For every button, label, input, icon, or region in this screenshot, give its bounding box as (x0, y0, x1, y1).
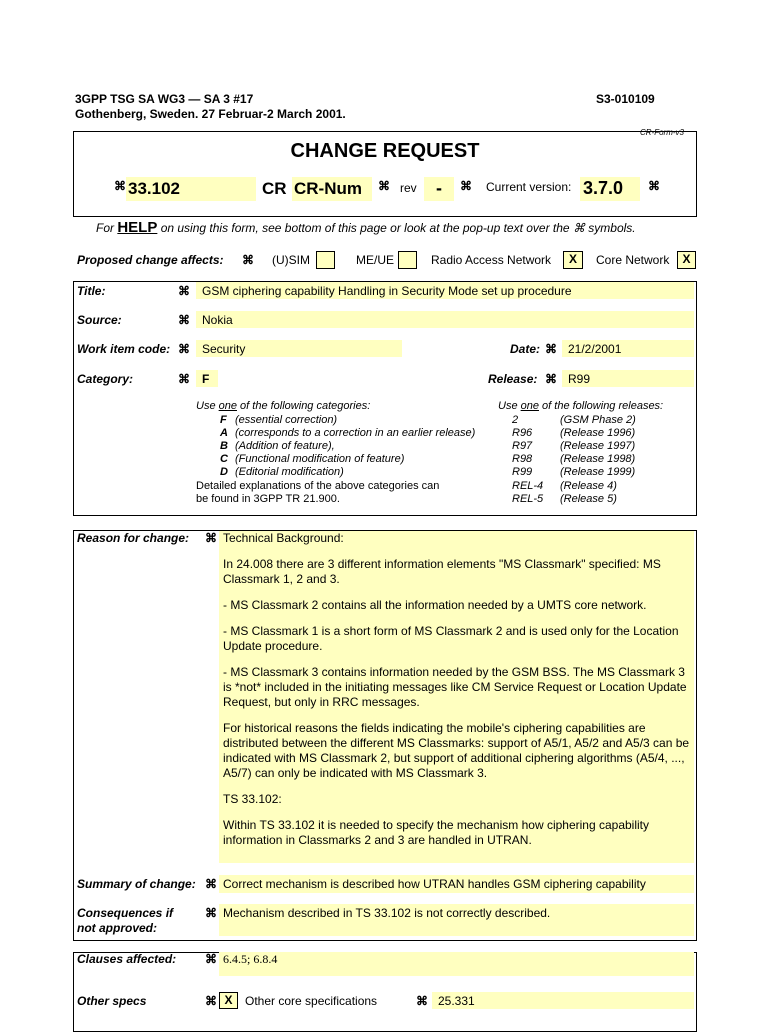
help-link[interactable]: HELP (117, 219, 158, 236)
consequences-value: Mechanism described in TS 33.102 is not correctly described. (223, 906, 551, 920)
category-label: Category: (77, 372, 134, 386)
reason-paragraph: - MS Classmark 2 contains all the information needed by a UMTS core network. (223, 598, 647, 612)
release-desc: (GSM Phase 2) (560, 414, 636, 426)
command-icon: ⌘ (545, 372, 557, 386)
source-value: Nokia (202, 313, 233, 327)
meeting-location: Gothenberg, Sweden. 27 Februar-2 March 2001. (75, 107, 346, 121)
work-item-label: Work item code: (77, 342, 171, 356)
releases-intro: Use one of the following releases: (498, 400, 664, 412)
usim-label: (U)SIM (272, 253, 310, 267)
affects-label: Proposed change affects: (77, 253, 224, 267)
command-icon: ⌘ (378, 179, 390, 193)
release-code: REL-4 (512, 480, 544, 492)
page-title: CHANGE REQUEST (290, 140, 480, 162)
category-code: F (220, 414, 227, 426)
release-value: R99 (568, 372, 591, 386)
command-icon: ⌘ (205, 531, 217, 545)
summary-label: Summary of change: (77, 877, 196, 891)
other-core-specs-label: Other core specifications (245, 994, 378, 1008)
other-specs-label: Other specs (77, 994, 147, 1008)
category-desc: (Editorial modification) (235, 466, 344, 478)
usim-checkbox[interactable] (316, 251, 335, 269)
release-desc: (Release 4) (560, 480, 617, 492)
command-icon: ⌘ (178, 342, 190, 356)
category-code: B (220, 440, 228, 452)
reason-text (223, 531, 693, 848)
release-desc: (Release 1998) (560, 453, 636, 465)
release-code: R97 (512, 440, 533, 452)
command-icon: ⌘ (205, 906, 217, 920)
category-code: D (220, 466, 228, 478)
reason-paragraph: TS 33.102: (223, 792, 282, 806)
cr-label: CR (262, 179, 287, 198)
document-number: S3-010109 (596, 92, 655, 106)
categories-note: be found in 3GPP TR 21.900. (196, 493, 340, 505)
release-desc: (Release 1996) (560, 427, 636, 439)
release-code: R99 (512, 466, 533, 478)
release-label: Release: (488, 372, 538, 386)
date-label: Date: (510, 342, 541, 356)
other-specs-value: 25.331 (438, 994, 475, 1008)
me-ue-checkbox[interactable] (398, 251, 417, 269)
command-icon: ⌘ (648, 179, 660, 193)
current-version: 3.7.0 (583, 178, 624, 198)
category-desc: (Addition of feature), (235, 440, 335, 452)
consequences-label: not approved: (77, 921, 157, 935)
category-value: F (202, 372, 210, 386)
help-prefix: For (96, 221, 114, 235)
release-code: R98 (512, 453, 533, 465)
spec-number: 33.102 (128, 179, 180, 198)
command-icon: ⌘ (205, 877, 217, 891)
current-version-label: Current version: (486, 180, 572, 194)
reason-paragraph: In 24.008 there are 3 different information elements "MS Classmark" specified: MS Classmark 1, 2 and 3. (223, 557, 661, 586)
release-desc: (Release 1999) (560, 466, 636, 478)
title-value: GSM ciphering capability Handling in Security Mode set up procedure (202, 284, 572, 298)
categories-intro: Use one of the following categories: (196, 400, 371, 412)
reason-paragraph: - MS Classmark 3 contains information needed by the GSM BSS. The MS Classmark 3 is *not* included in the initiating messages like CM Service Request or Location Update Request, but only in RRC messages. (223, 665, 687, 709)
cr-number: CR-Num (294, 179, 362, 198)
release-code: REL-5 (512, 493, 544, 505)
release-desc: (Release 1997) (560, 440, 636, 452)
clauses-label: Clauses affected: (77, 952, 177, 966)
reason-paragraph: - MS Classmark 1 is a short form of MS Classmark 2 and is used only for the Location Update procedure. (223, 624, 679, 653)
me-ue-label: ME/UE (356, 253, 395, 267)
category-desc: (Functional modification of feature) (235, 453, 405, 465)
release-code: R96 (512, 427, 533, 439)
core-network-label: Core Network (596, 253, 670, 267)
consequences-label: Consequences if (77, 906, 174, 920)
command-icon: ⌘ (114, 179, 126, 193)
categories-note: Detailed explanations of the above categories can (196, 480, 440, 492)
category-code: C (220, 453, 228, 465)
command-icon: ⌘ (416, 994, 428, 1008)
source-label: Source: (77, 313, 122, 327)
category-desc: (essential correction) (235, 414, 338, 426)
reason-paragraph: Technical Background: (223, 531, 344, 545)
command-icon: ⌘ (205, 952, 217, 966)
command-icon: ⌘ (178, 313, 190, 327)
category-code: A (220, 427, 228, 439)
category-desc: (corresponds to a correction in an earlier release) (235, 427, 476, 439)
ran-label: Radio Access Network (431, 253, 552, 267)
clauses-value: 6.4.5; 6.8.4 (223, 952, 278, 966)
summary-value: Correct mechanism is described how UTRAN handles GSM ciphering capability (223, 877, 646, 891)
command-icon: ⌘ (242, 253, 254, 267)
clauses-field[interactable] (219, 952, 694, 976)
source-field[interactable] (196, 311, 694, 328)
other-core-specs-checkbox[interactable]: X (219, 992, 238, 1009)
help-suffix: on using this form, see bottom of this page or look at the pop-up text over the ⌘ symbols. (160, 221, 636, 235)
rev-value: - (436, 178, 442, 198)
work-item-value: Security (202, 342, 246, 356)
reason-paragraph: Within TS 33.102 it is needed to specify the mechanism how ciphering capability information in Classmarks 2 and 3 are handled in UTRAN. (223, 818, 650, 847)
reason-paragraph: For historical reasons the fields indicating the mobile's ciphering capabilities are distributed between the different MS Classmarks: support of A5/1, A5/2 and A5/3 can be indicated with MS Classmark 2, but support of additional ciphering algorithms (A5/4, ..., A5/7) can only be indicated with MS Classmark 3. (223, 721, 690, 780)
command-icon: ⌘ (178, 372, 190, 386)
command-icon: ⌘ (460, 179, 472, 193)
rev-label: rev (400, 181, 417, 195)
ran-checkbox[interactable]: X (563, 251, 583, 269)
command-icon: ⌘ (178, 284, 190, 298)
help-line (96, 219, 636, 236)
release-code: 2 (512, 414, 519, 426)
form-version: CR-Form-v3 (640, 128, 684, 137)
release-desc: (Release 5) (560, 493, 617, 505)
meeting-title: 3GPP TSG SA WG3 — SA 3 #17 (75, 92, 254, 106)
title-label: Title: (77, 284, 106, 298)
date-value: 21/2/2001 (568, 342, 622, 356)
reason-label: Reason for change: (77, 531, 190, 545)
command-icon: ⌘ (205, 994, 217, 1008)
core-network-checkbox[interactable]: X (677, 251, 696, 269)
command-icon: ⌘ (545, 342, 557, 356)
